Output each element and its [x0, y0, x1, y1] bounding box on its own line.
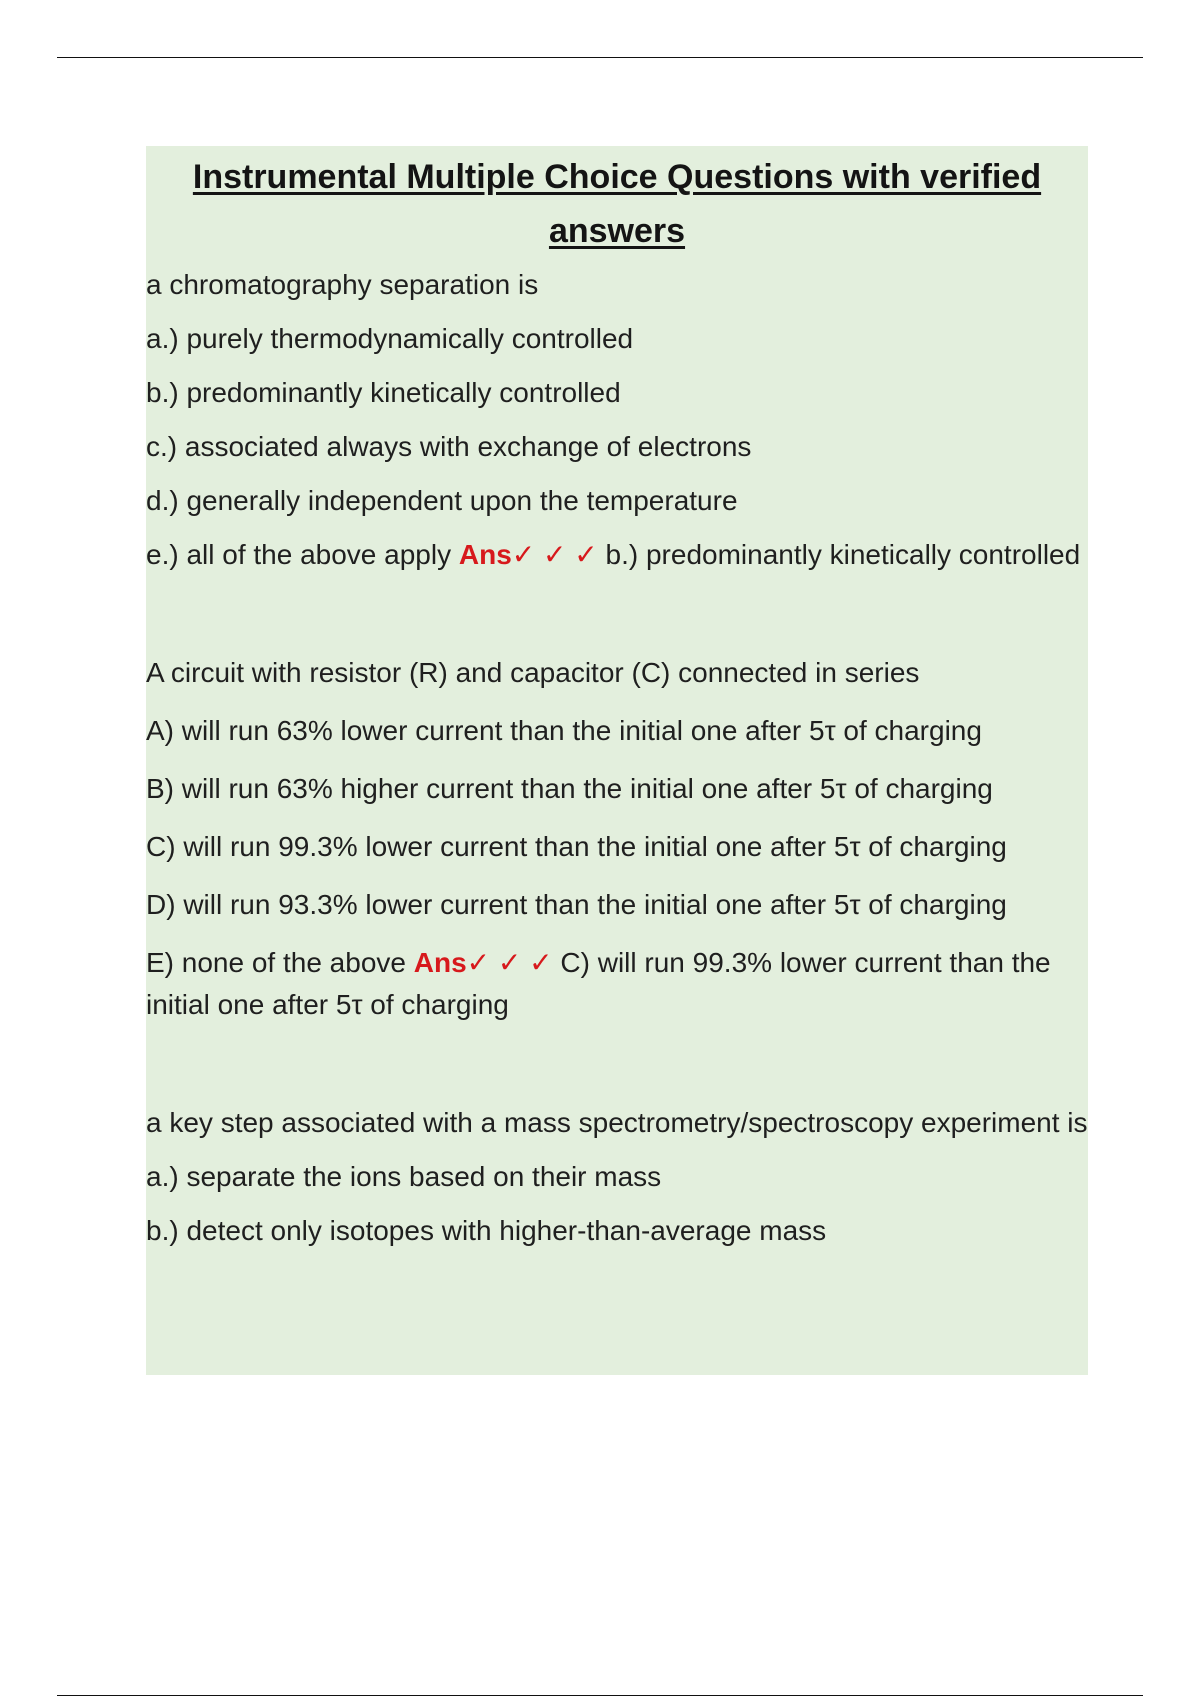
question-stem: a key step associated with a mass spectrometry/spectroscopy experiment is	[146, 1107, 1088, 1138]
answer-label: Ans	[458, 539, 512, 570]
question-block	[146, 652, 1088, 1026]
question-stem: A circuit with resistor (R) and capacitor (C) connected in series	[146, 657, 920, 688]
check-marks-icon: ✓ ✓ ✓	[511, 539, 598, 570]
answer-text: b.) predominantly kinetically controlled	[605, 539, 1081, 570]
option: E) none of the above	[146, 947, 406, 978]
question-block	[146, 264, 1088, 576]
option: A) will run 63% lower current than the initial one after 5τ of charging	[146, 715, 982, 746]
title-line-1: Instrumental Multiple Choice Questions with verified	[192, 158, 1042, 196]
option: b.) predominantly kinetically controlled	[146, 377, 621, 408]
answer-label: Ans	[413, 947, 467, 978]
option: a.) separate the ions based on their mass	[146, 1161, 662, 1192]
title-line-2: answers	[548, 212, 686, 250]
option: c.) associated always with exchange of electrons	[146, 431, 752, 462]
question-block	[146, 1102, 1088, 1252]
check-marks-icon: ✓ ✓ ✓	[466, 947, 553, 978]
answer-line	[146, 942, 1088, 1026]
document-title	[146, 146, 1088, 258]
option: d.) generally independent upon the temperature	[146, 485, 738, 516]
header-rule	[57, 57, 1143, 58]
option: D) will run 93.3% lower current than the initial one after 5τ of charging	[146, 889, 1007, 920]
option: a.) purely thermodynamically controlled	[146, 323, 634, 354]
footer-rule	[57, 1695, 1143, 1696]
option: B) will run 63% higher current than the initial one after 5τ of charging	[146, 773, 993, 804]
option: b.) detect only isotopes with higher-than-average mass	[146, 1215, 827, 1246]
question-stem: a chromatography separation is	[146, 269, 539, 300]
option: C) will run 99.3% lower current than the initial one after 5τ of charging	[146, 831, 1007, 862]
option: e.) all of the above apply	[146, 539, 452, 570]
answer-text: C) will run 99.3% lower current than the initial one after 5τ of charging	[146, 947, 1051, 1020]
answer-line	[146, 534, 1088, 576]
document-content	[146, 146, 1088, 1375]
